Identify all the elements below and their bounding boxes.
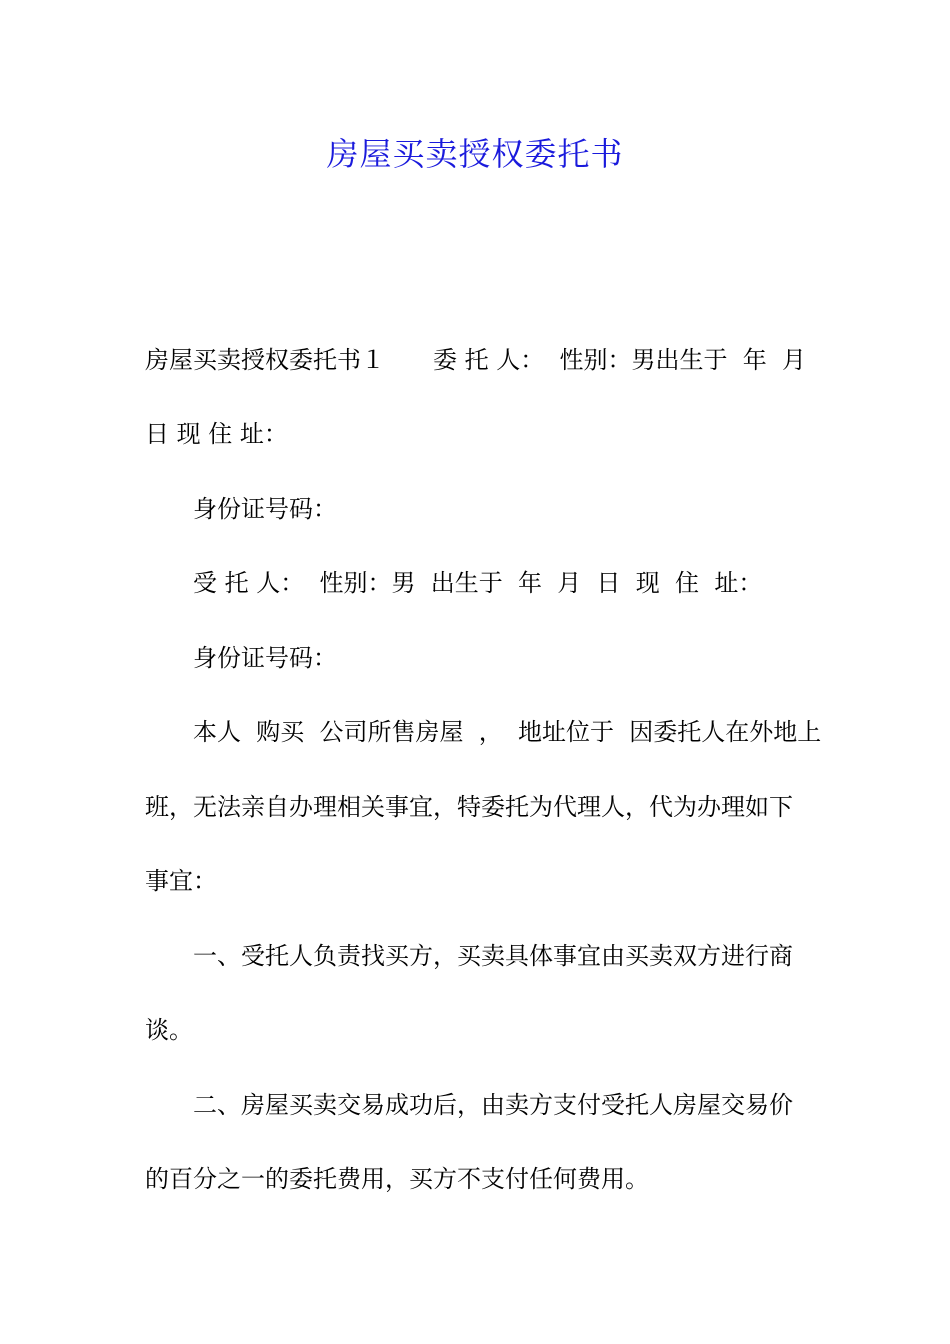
body-line: 事宜： xyxy=(145,867,217,895)
body-line: 谈。 xyxy=(145,1016,193,1044)
body-line: 日 现 住 址： xyxy=(145,420,288,448)
body-line: 的百分之一的委托费用，买方不支付任何费用。 xyxy=(145,1165,649,1193)
body-line: 受 托 人： 性别：男 出生于 年 月 日 现 住 址： xyxy=(193,569,763,597)
body-line: 班，无法亲自办理相关事宜，特委托为代理人，代为办理如下 xyxy=(145,793,793,821)
body-line: 一、受托人负责找买方，买卖具体事宜由买卖双方进行商 xyxy=(193,942,793,970)
body-line: 二、房屋买卖交易成功后，由卖方支付受托人房屋交易价 xyxy=(193,1091,793,1119)
document-title: 房屋买卖授权委托书 xyxy=(326,135,624,173)
body-line: 本人 购买 公司所售房屋 ， 地址位于 因委托人在外地上 xyxy=(193,718,822,746)
body-line: 身份证号码： xyxy=(193,644,337,672)
body-line: 房屋买卖授权委托书１ 委 托 人： 性别：男出生于 年 月 xyxy=(145,346,807,374)
body-line: 身份证号码： xyxy=(193,495,337,523)
